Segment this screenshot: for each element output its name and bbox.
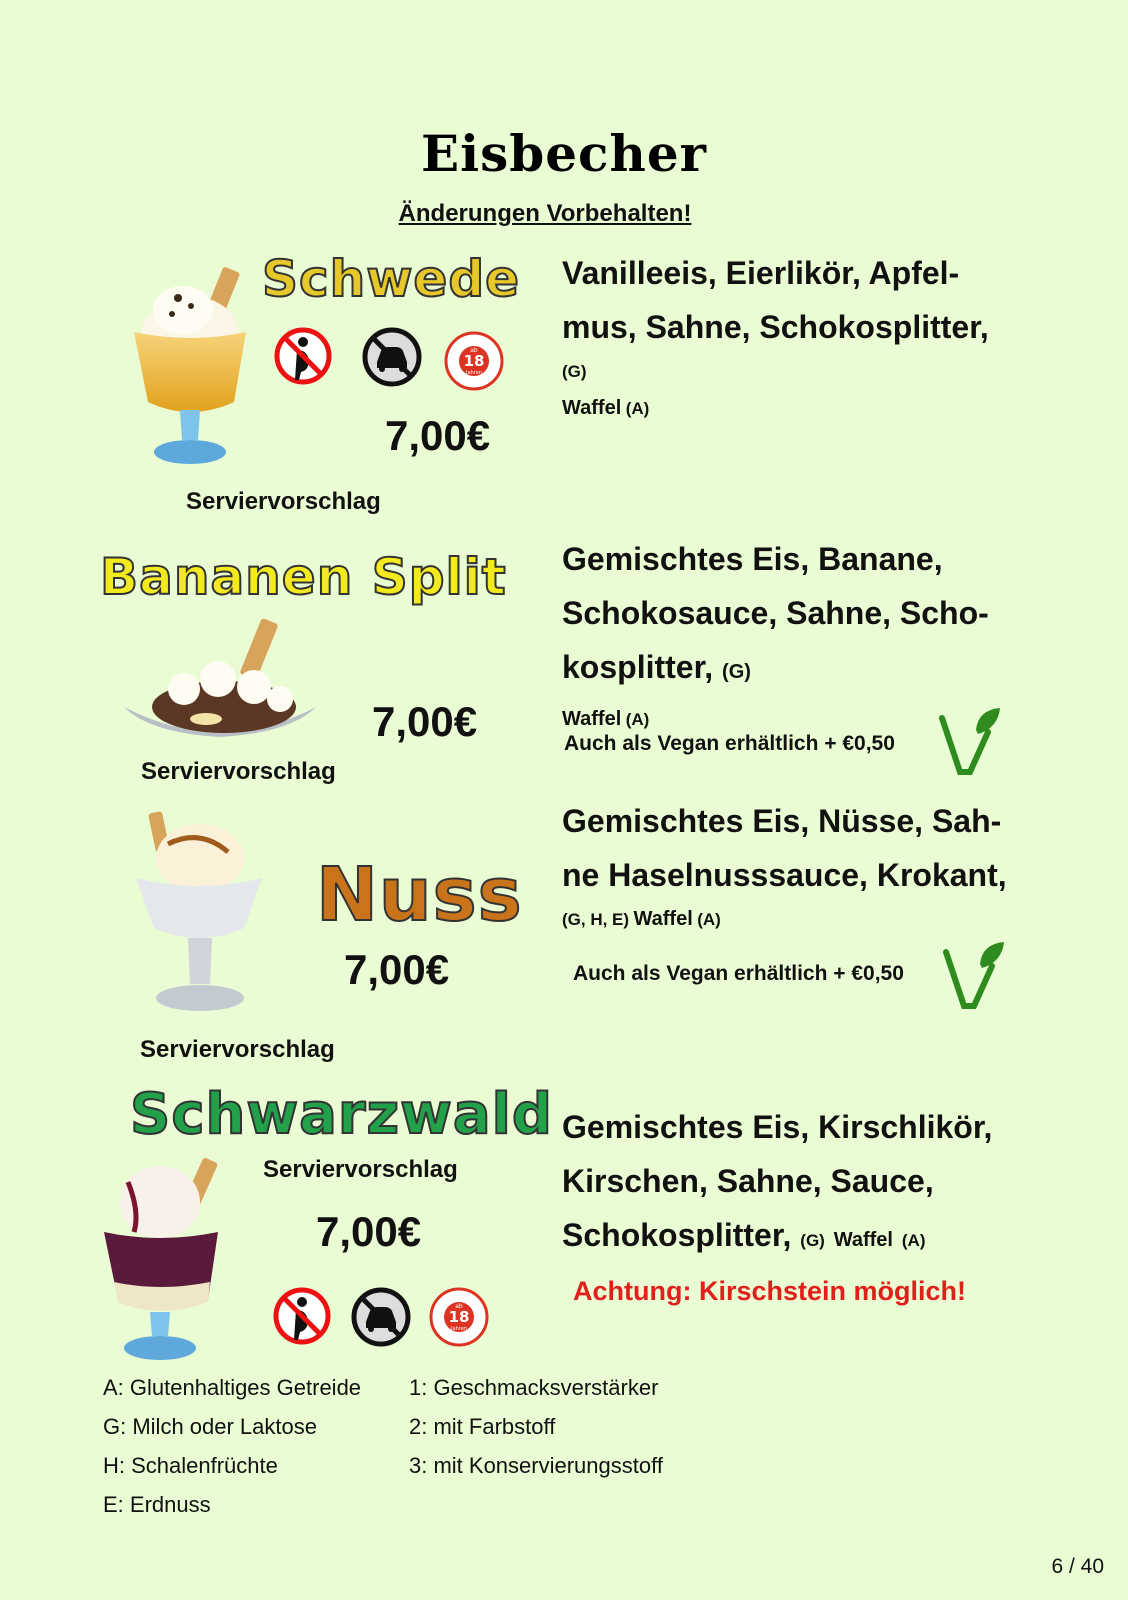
desc-line: Schokosauce, Sahne, Scho- bbox=[562, 595, 989, 631]
legend-item: E: Erdnuss bbox=[103, 1492, 211, 1517]
vegan-leaf-icon bbox=[944, 940, 1006, 1010]
legend-item: 3: mit Konservierungsstoff bbox=[409, 1453, 663, 1478]
desc-line: Gemischtes Eis, Kirschlikör, bbox=[562, 1109, 993, 1145]
item-name-bananen-split: Bananen Split bbox=[100, 548, 507, 606]
serving-note-nuss: Serviervorschlag bbox=[140, 1036, 335, 1063]
waffel-label: Waffel bbox=[833, 1229, 893, 1251]
legend-item: G: Milch oder Laktose bbox=[103, 1414, 317, 1439]
allergen-legend bbox=[103, 1368, 361, 1524]
desc-line: Kirschen, Sahne, Sauce, bbox=[562, 1163, 934, 1199]
svg-text:Jahren: Jahren bbox=[451, 1326, 467, 1332]
age-18-icon bbox=[443, 330, 505, 392]
legend-item: A: Glutenhaltiges Getreide bbox=[103, 1375, 362, 1400]
allergen-code: (G) bbox=[722, 661, 751, 683]
item-price-schwarzwald: 7,00€ bbox=[316, 1208, 422, 1255]
serving-note-bananen-split: Serviervorschlag bbox=[141, 758, 336, 785]
vegan-note-nuss: Auch als Vegan erhältlich + €0,50 bbox=[573, 962, 904, 985]
item-name-schwarzwald: Schwarzwald bbox=[130, 1082, 553, 1147]
waffel-label: Waffel bbox=[562, 708, 622, 730]
legend-item: 1: Geschmacksverstärker bbox=[409, 1375, 659, 1400]
item-description-nuss bbox=[562, 794, 1082, 938]
allergen-code: (A) bbox=[625, 710, 650, 729]
svg-text:Jahren: Jahren bbox=[466, 370, 482, 376]
item-name-nuss: Nuss bbox=[316, 852, 523, 938]
serving-note-schwarzwald: Serviervorschlag bbox=[263, 1156, 458, 1183]
no-pregnancy-icon bbox=[273, 326, 333, 386]
serving-note-schwede: Serviervorschlag bbox=[186, 488, 381, 515]
sundae-image-schwede bbox=[128, 262, 258, 472]
sundae-image-nuss bbox=[128, 808, 268, 1018]
waffel-label: Waffel bbox=[633, 908, 693, 930]
no-driving-icon bbox=[361, 326, 423, 388]
desc-line: mus, Sahne, Schokosplitter, bbox=[562, 309, 989, 345]
additive-legend bbox=[409, 1368, 663, 1485]
page-number: 6 / 40 bbox=[1051, 1555, 1104, 1578]
vegan-note-bananen-split: Auch als Vegan erhältlich + €0,50 bbox=[564, 732, 895, 755]
no-driving-icon bbox=[350, 1286, 412, 1348]
legend-item: 2: mit Farbstoff bbox=[409, 1414, 556, 1439]
svg-text:18: 18 bbox=[463, 352, 485, 370]
desc-line: kosplitter, bbox=[562, 649, 714, 685]
item-price-nuss: 7,00€ bbox=[344, 946, 450, 993]
allergen-code: (A) bbox=[697, 910, 721, 929]
allergen-code: (G) bbox=[800, 1231, 825, 1250]
allergen-code: (A) bbox=[901, 1231, 926, 1250]
desc-line: Schokosplitter, bbox=[562, 1217, 792, 1253]
sundae-image-bananen-split bbox=[120, 615, 320, 750]
allergen-code: (A) bbox=[625, 399, 650, 418]
desc-line: ne Haselnusssauce, Krokant, bbox=[562, 857, 1007, 893]
page-subtitle: Änderungen Vorbehalten! bbox=[398, 200, 692, 227]
allergen-code: (G, H, E) bbox=[562, 910, 630, 929]
item-price-schwede: 7,00€ bbox=[385, 412, 491, 459]
age-18-icon bbox=[428, 1286, 490, 1348]
waffel-label: Waffel bbox=[562, 397, 622, 419]
allergen-code: (G) bbox=[562, 362, 587, 381]
page-title: Eisbecher bbox=[421, 124, 707, 183]
item-description-bananen-split bbox=[562, 532, 1082, 741]
item-description-schwarzwald bbox=[562, 1100, 1082, 1268]
svg-text:ab: ab bbox=[455, 1303, 463, 1310]
svg-text:18: 18 bbox=[448, 1308, 470, 1326]
legend-item: H: Schalenfrüchte bbox=[103, 1453, 278, 1478]
warning-note-schwarzwald: Achtung: Kirschstein möglich! bbox=[573, 1276, 967, 1306]
item-name-schwede: Schwede bbox=[262, 250, 521, 308]
desc-line: Gemischtes Eis, Banane, bbox=[562, 541, 943, 577]
item-price-bananen-split: 7,00€ bbox=[372, 698, 478, 745]
sundae-image-schwarzwald bbox=[100, 1152, 228, 1362]
svg-text:ab: ab bbox=[470, 347, 478, 354]
desc-line: Gemischtes Eis, Nüsse, Sah- bbox=[562, 803, 1002, 839]
no-pregnancy-icon bbox=[272, 1286, 332, 1346]
item-description-schwede bbox=[562, 246, 1082, 428]
vegan-leaf-icon bbox=[940, 706, 1002, 776]
desc-line: Vanilleeis, Eierlikör, Apfel- bbox=[562, 255, 960, 291]
